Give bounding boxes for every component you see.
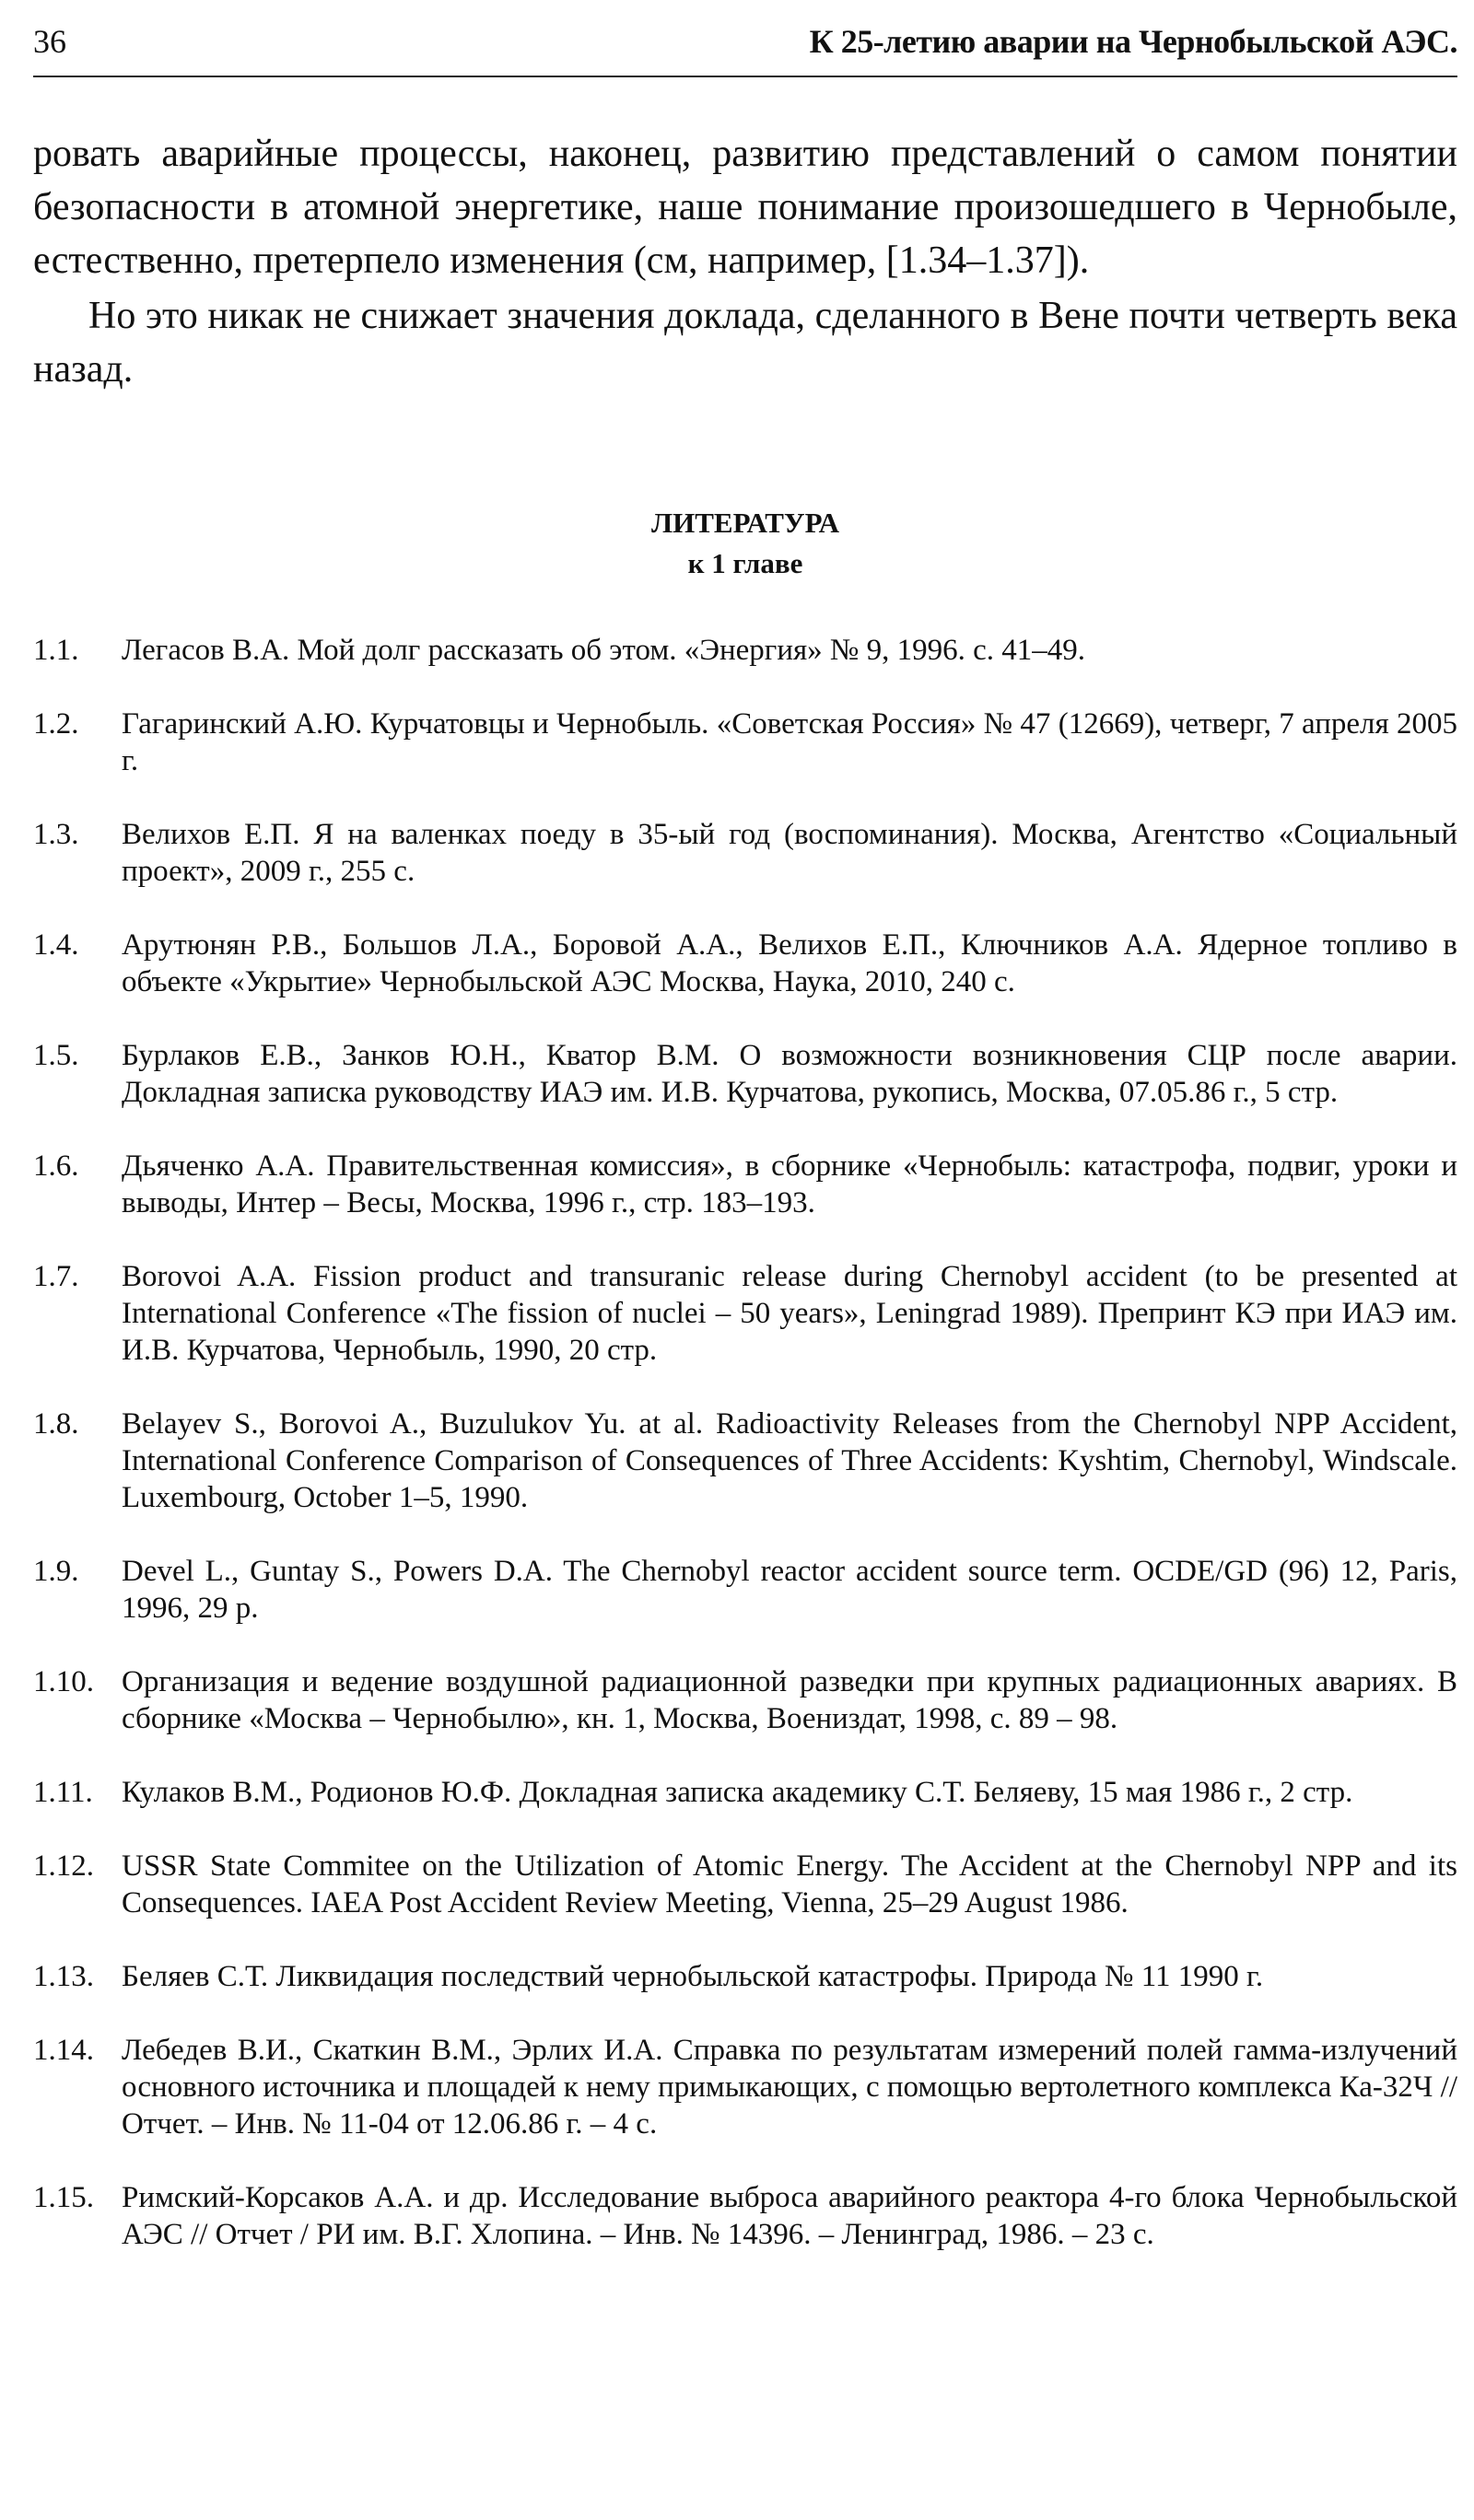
- reference-item: [33, 1553, 1457, 1627]
- reference-text: Belayev S., Borovoi A., Buzulukov Yu. at al. Radioactivity Releases from the Chernobyl NPP Accident, International Conference Comparison of Consequences of Three Accidents: Kyshtim, Chernobyl, Windscale. Luxembourg, October 1–5, 1990.: [122, 1407, 1457, 1514]
- reference-text: Бурлаков Е.В., Занков Ю.Н., Кватор В.М. О возможности возникновения СЦР после аварии. Докладная записка руководству ИАЭ им. И.В. Курчатова, рукопись, Москва, 07.05.86 г., 5 стр.: [122, 1039, 1457, 1109]
- document-page: [33, 22, 1457, 2290]
- reference-text: Кулаков В.М., Родионов Ю.Ф. Докладная записка академику С.Т. Беляеву, 15 мая 1986 г., 2 стр.: [122, 1776, 1353, 1809]
- reference-item: [33, 706, 1457, 779]
- page-number: 36: [33, 23, 66, 60]
- reference-item: [33, 1037, 1457, 1111]
- reference-text: USSR State Commitee on the Utilization of Atomic Energy. The Accident at the Chernobyl NPP and its Consequences. IAEA Post Accident Review Meeting, Vienna, 25–29 August 1986.: [122, 1849, 1457, 1919]
- paragraph-continued: ровать аварийные процессы, наконец, развитию представлений о самом понятии безопасности в атомной энергетике, наше понимание произошедшего в Чернобыле, естественно, претерпело изменения (см, например, [1.34–1.37]).: [33, 133, 1457, 282]
- reference-text: Лебедев В.И., Скаткин В.М., Эрлих И.А. Справка по результатам измерений полей гамма-излучений основного источника и площадей к нему примыкающих, с помощью вертолетного комплекса Ка-32Ч // Отчет. – Инв. № 11-04 от 12.06.86 г. – 4 с.: [122, 2034, 1457, 2141]
- reference-text: Гагаринский А.Ю. Курчатовцы и Чернобыль. «Советская Россия» № 47 (12669), четверг, 7 апреля 2005 г.: [122, 707, 1457, 777]
- reference-number: 1.6.: [33, 1149, 79, 1183]
- reference-text: Велихов Е.П. Я на валенках поеду в 35-ый год (воспоминания). Москва, Агентство «Социальный проект», 2009 г., 255 с.: [122, 818, 1457, 888]
- reference-item: [33, 1663, 1457, 1737]
- reference-item: [33, 1848, 1457, 1921]
- reference-item: [33, 1774, 1457, 1811]
- reference-number: 1.5.: [33, 1039, 79, 1072]
- reference-text: Беляев С.Т. Ликвидация последствий чернобыльской катастрофы. Природа № 11 1990 г.: [122, 1960, 1264, 1993]
- reference-item: [33, 1406, 1457, 1516]
- reference-number: 1.9.: [33, 1555, 79, 1588]
- reference-number: 1.11.: [33, 1776, 93, 1809]
- reference-number: 1.14.: [33, 2034, 94, 2067]
- reference-number: 1.8.: [33, 1407, 79, 1441]
- reference-item: [33, 1148, 1457, 1221]
- reference-number: 1.12.: [33, 1849, 94, 1883]
- reference-text: Римский-Корсаков А.А. и др. Исследование выброса аварийного реактора 4-го блока Чернобыльской АЭС // Отчет / РИ им. В.Г. Хлопина. – Инв. № 14396. – Ленинград, 1986. – 23 с.: [122, 2181, 1457, 2251]
- reference-number: 1.7.: [33, 1260, 79, 1293]
- reference-text: Devel L., Guntay S., Powers D.A. The Chernobyl reactor accident source term. OCDE/GD (96) 12, Paris, 1996, 29 p.: [122, 1555, 1457, 1625]
- reference-number: 1.4.: [33, 928, 79, 962]
- reference-item: [33, 1258, 1457, 1369]
- reference-item: [33, 2179, 1457, 2253]
- reference-item: [33, 2032, 1457, 2142]
- running-title: К 25-летию аварии на Чернобыльской АЭС.: [809, 23, 1457, 60]
- reference-text: Borovoi A.A. Fission product and transuranic release during Chernobyl accident (to be presented at International Conference «The fission of nuclei – 50 years», Leningrad 1989). Препринт КЭ при ИАЭ им. И.В. Курчатова, Чернобыль, 1990, 20 стр.: [122, 1260, 1457, 1367]
- references-title: ЛИТЕРАТУРА: [651, 507, 839, 539]
- reference-number: 1.1.: [33, 634, 79, 667]
- reference-text: Легасов В.А. Мой долг рассказать об этом. «Энергия» № 9, 1996. с. 41–49.: [122, 634, 1086, 667]
- reference-number: 1.3.: [33, 818, 79, 851]
- reference-text: Арутюнян Р.В., Большов Л.А., Боровой А.А., Велихов Е.П., Ключников А.А. Ядерное топливо в объекте «Укрытие» Чернобыльской АЭС Москва, Наука, 2010, 240 с.: [122, 928, 1457, 998]
- reference-text: Организация и ведение воздушной радиационной разведки при крупных радиационных авариях. В сборнике «Москва – Чернобылю», кн. 1, Москва, Воениздат, 1998, с. 89 – 98.: [122, 1665, 1457, 1735]
- paragraph: Но это никак не снижает значения доклада, сделанного в Вене почти четверть века назад.: [33, 295, 1457, 391]
- reference-number: 1.15.: [33, 2181, 94, 2214]
- reference-number: 1.10.: [33, 1665, 94, 1698]
- reference-list: [33, 632, 1457, 2253]
- reference-number: 1.13.: [33, 1960, 94, 1993]
- reference-item: [33, 927, 1457, 1000]
- reference-item: [33, 1958, 1457, 1995]
- reference-item: [33, 816, 1457, 890]
- reference-text: Дьяченко А.А. Правительственная комиссия», в сборнике «Чернобыль: катастрофа, подвиг, уроки и выводы, Интер – Весы, Москва, 1996 г., стр. 183–193.: [122, 1149, 1457, 1219]
- reference-number: 1.2.: [33, 707, 79, 741]
- references-heading: [33, 503, 1457, 584]
- page-header: [33, 22, 1457, 77]
- references-subtitle: к 1 главе: [687, 547, 803, 579]
- body-text: [33, 127, 1457, 396]
- reference-item: [33, 632, 1457, 669]
